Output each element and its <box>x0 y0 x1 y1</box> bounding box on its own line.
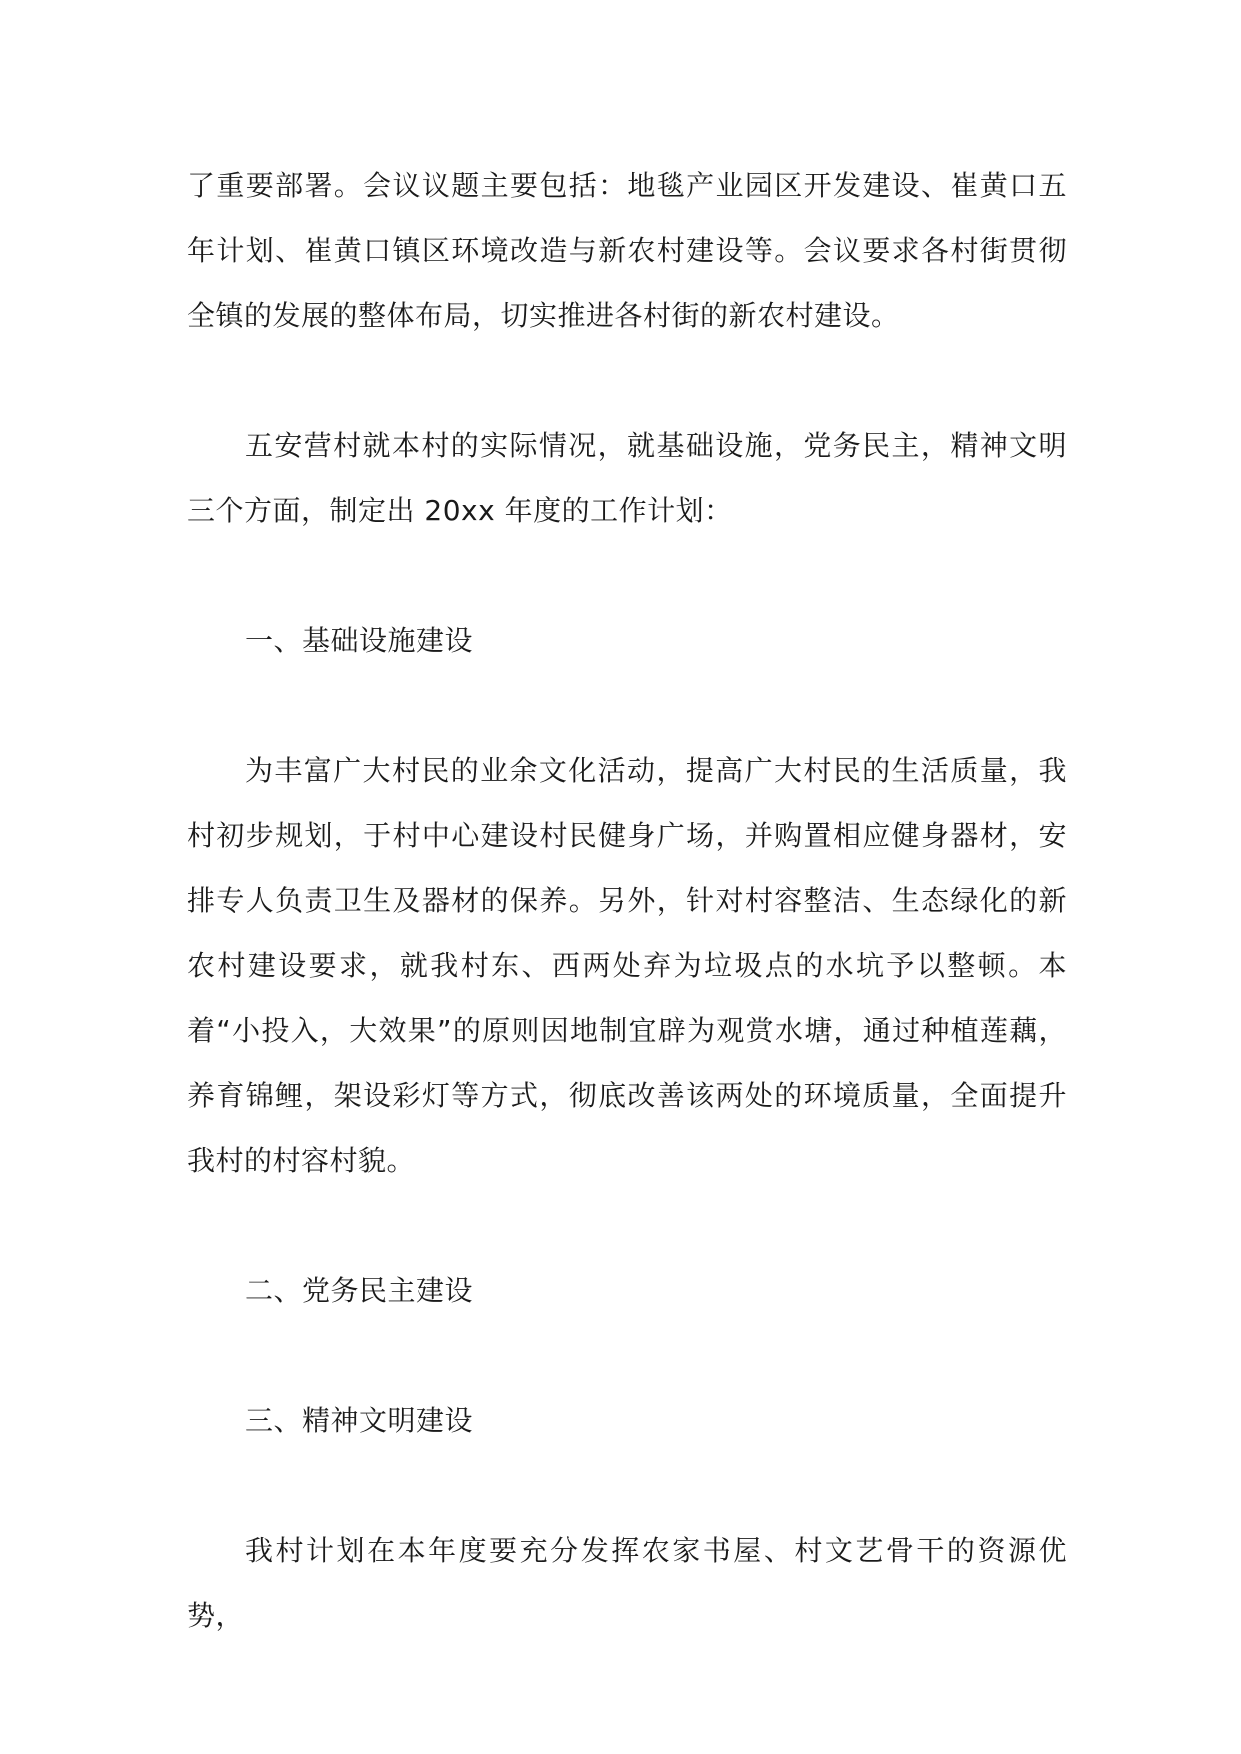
paragraph-spiritual-civilization: 我村计划在本年度要充分发挥农家书屋、村文艺骨干的资源优势， <box>187 1534 1067 1632</box>
section-heading-infrastructure: 一、基础设施建设 <box>245 624 474 657</box>
document-body <box>187 153 1067 1648</box>
paragraph-infrastructure: 为丰富广大村民的业余文化活动，提高广大村民的生活质量，我村初步规划，于村中心建设村民健身广场，并购置相应健身器材，安排专人负责卫生及器材的保养。另外，针对村容整洁、生态绿化的新农村建设要求，就我村东、西两处弃为垃圾点的水坑予以整顿。本着“小投入，大效果”的原则因地制宜辟为观赏水塘，通过种植莲藕，养育锦鲤，架设彩灯等方式，彻底改善该两处的环境质量，全面提升我村的村容村貌。 <box>187 754 1067 1177</box>
section-heading-spiritual-civilization: 三、精神文明建设 <box>245 1404 474 1437</box>
paragraph-plan-intro: 五安营村就本村的实际情况，就基础设施，党务民主，精神文明三个方面，制定出 20xx 年度的工作计划： <box>187 429 1067 527</box>
paragraph-meeting-summary: 了重要部署。会议议题主要包括：地毯产业园区开发建设、崔黄口五年计划、崔黄口镇区环境改造与新农村建设等。会议要求各村街贯彻全镇的发展的整体布局，切实推进各村街的新农村建设。 <box>187 169 1067 332</box>
section-heading-party-democracy: 二、党务民主建设 <box>245 1274 474 1307</box>
